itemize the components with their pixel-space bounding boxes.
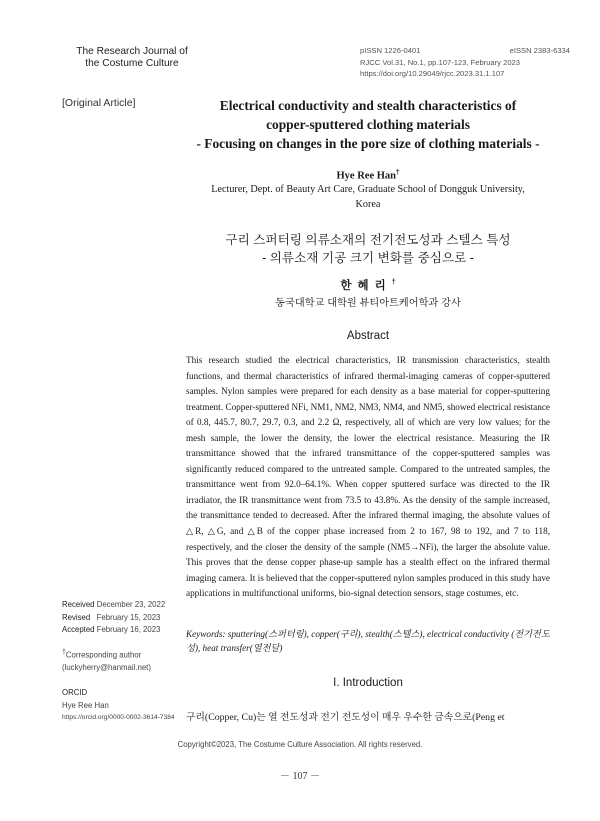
orcid-url[interactable]: https://orcid.org/0000-0002-3614-7384 [62, 714, 175, 721]
title-ko-line1: 구리 스퍼터링 의류소재의 전기전도성과 스텔스 특성 [225, 233, 511, 247]
journal-name-line2: the Costume Culture [85, 58, 179, 69]
accepted-label: Accepted [62, 625, 95, 634]
title-ko-line2: - 의류소재 기공 크기 변화를 중심으로 - [262, 251, 474, 265]
corresponding-email[interactable]: (luckyherry@hanmail.net) [62, 663, 151, 673]
issn-block [360, 45, 570, 80]
author-en [186, 168, 550, 182]
abstract-heading: Abstract [346, 330, 390, 342]
keywords-text: sputtering(스퍼터링), copper(구리), stealth(스텔스), electrical conductivity (전기전도성), heat transfer(열전달) [186, 629, 550, 653]
citation: RJCC Vol.31, No.1, pp.107-123, February 2023 [360, 57, 520, 67]
revised-label: Revised [62, 612, 91, 622]
corresponding-mark: † [396, 168, 400, 176]
title-en-line1: Electrical conductivity and stealth characteristics of [219, 98, 517, 113]
received-label: Received [62, 600, 95, 609]
title-ko [186, 231, 550, 267]
affiliation-ko: 동국대학교 대학원 뷰티아트케어학과 강사 [275, 298, 461, 309]
eissn: eISSN 2383-6334 [509, 46, 570, 55]
page-number: － 107 － [280, 771, 320, 782]
article-type: [Original Article] [62, 97, 136, 109]
accepted-date [62, 624, 165, 637]
keywords [186, 627, 550, 655]
affiliation-en [186, 183, 550, 212]
author-ko [186, 277, 550, 293]
article-dates [62, 599, 165, 637]
received-value: December 23, 2022 [96, 600, 166, 609]
journal-name [62, 46, 202, 70]
affiliation-en-line1: Lecturer, Dept. of Beauty Art Care, Graduate School of Dongguk University, [211, 184, 525, 195]
intro-body: 구리(Copper, Cu)는 열 전도성과 전기 전도성이 매우 우수한 금속으로(Peng et [186, 712, 505, 723]
journal-name-line1: The Research Journal of [76, 46, 188, 57]
corresponding-mark-ko: † [391, 279, 396, 287]
corresponding-author-mark: † [62, 649, 66, 656]
corresponding-author [62, 647, 151, 675]
received-date [62, 599, 165, 612]
keywords-label: Keywords: [186, 629, 226, 639]
corresponding-author-label: Corresponding author [65, 650, 142, 660]
author-ko-name: 한혜리 [340, 280, 392, 292]
title-en-line2: copper-sputtered clothing materials [266, 117, 470, 132]
orcid-label: ORCID [62, 688, 88, 697]
copyright: Copyright©2023, The Costume Culture Association. All rights reserved. [177, 740, 423, 749]
intro-heading: I. Introduction [333, 677, 403, 689]
title-en-line3: - Focusing on changes in the pore size of clothing materials - [196, 136, 540, 151]
doi-link[interactable]: https://doi.org/10.29049/rjcc.2023.31.1.107 [360, 69, 505, 78]
revised-date [62, 612, 165, 625]
abstract-body: This research studied the electrical characteristics, IR transmission characteristics, stealth functions, and thermal characteristics of infrared thermal-imaging cameras of copper-sputtered samples. Nylon samples were prepared for each density as a base material for copper-sputtering treatment. Copper-sputtered NFi, NM1, NM2, NM3, NM4, and NM5, showed electrical resistance of 0.8, 445.7, 80.7, 29.7, 0.3, and 2.2 Ω, respectively, all of which are very low values; for the mesh sample, the lower the density, the lower the electrical resistance. Measuring the IR transmittance showed that the infrared transmittance of the copper-sputtered samples was significantly reduced compared to the untreated sample. Compared to the untreated samples, the transmittance went from 92.0–64.1%. When copper sputtered surface was directed to the IR irradiator, the IR transmittance went from 73.5 to 43.8%. As the density of the sample increased, the transmittance tended to decreased. After the infrared thermal imaging, the absolute values of △R, △G, and △B of the copper phase increased from 2 to 167, 98 to 192, and 7 to 118, respectively, and the closer the density of the sample (NM5→NFi), the larger the absolute value. This proves that the dense copper phase-up sample has a stealth effect on the infrared thermal imaging camera. It is believed that the copper-sputtered nylon samples produced in this study have applications in multifunctional uniforms, bio-signal detection sensors, stage costumes, etc. [186, 355, 550, 599]
accepted-value: February 16, 2023 [96, 625, 161, 634]
orcid-name: Hye Ree Han [62, 700, 109, 710]
author-en-name: Hye Ree Han [336, 170, 396, 182]
pissn: pISSN 1226-0401 [360, 46, 421, 55]
title-en [186, 96, 550, 153]
orcid-block [62, 687, 184, 725]
affiliation-en-line2: Korea [355, 198, 381, 210]
revised-value: February 15, 2023 [96, 612, 161, 622]
